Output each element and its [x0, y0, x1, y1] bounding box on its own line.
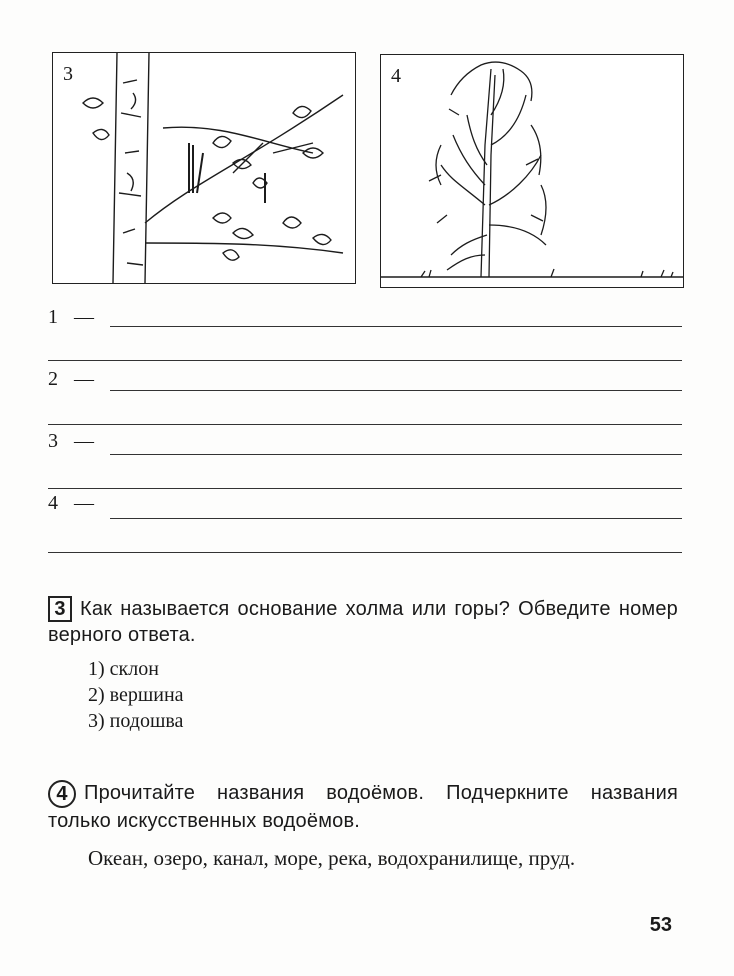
task-number-circle: 4 — [48, 780, 76, 808]
picture-number: 3 — [63, 63, 73, 85]
answer-number: 1 — [48, 306, 58, 328]
answer-number: 4 — [48, 492, 58, 514]
answer-number: 2 — [48, 368, 58, 390]
answer-line[interactable] — [110, 518, 682, 519]
answer-dash: — — [74, 306, 94, 328]
answer-dash: — — [74, 492, 94, 514]
answer-row-1 — [48, 306, 682, 336]
answer-line[interactable] — [110, 326, 682, 327]
picture-4 — [380, 54, 684, 288]
birch-branch-icon — [53, 53, 355, 283]
task-4-question — [48, 780, 678, 834]
answer-row-2 — [48, 368, 682, 398]
task-3-options — [88, 656, 184, 734]
answer-line[interactable] — [48, 552, 682, 553]
answer-dash: — — [74, 368, 94, 390]
option-2[interactable]: 2) вершина — [88, 684, 184, 706]
task-3-text: Как называется основание холма или горы? Обведите номер верного ответа. — [48, 598, 678, 646]
task-number-box: 3 — [48, 596, 72, 622]
task-4-text: Прочитайте названия водоёмов. Подчеркните названия только искусственных водоёмов. — [48, 782, 678, 832]
answer-line[interactable] — [110, 454, 682, 455]
option-3[interactable]: 3) подошва — [88, 710, 184, 732]
answer-row-3 — [48, 430, 682, 460]
answer-line[interactable] — [48, 488, 682, 489]
page-number: 53 — [649, 914, 672, 936]
answer-number: 3 — [48, 430, 58, 452]
task-3-question — [48, 596, 678, 648]
answer-line[interactable] — [48, 360, 682, 361]
answer-line[interactable] — [48, 424, 682, 425]
answer-line[interactable] — [110, 390, 682, 391]
answer-dash: — — [74, 430, 94, 452]
option-1[interactable]: 1) склон — [88, 658, 159, 680]
picture-3 — [52, 52, 356, 284]
birch-tree-icon — [381, 55, 683, 287]
picture-number: 4 — [391, 65, 401, 87]
task-4-body-text[interactable]: Океан, озеро, канал, море, река, водохранилище, пруд. — [88, 846, 576, 870]
